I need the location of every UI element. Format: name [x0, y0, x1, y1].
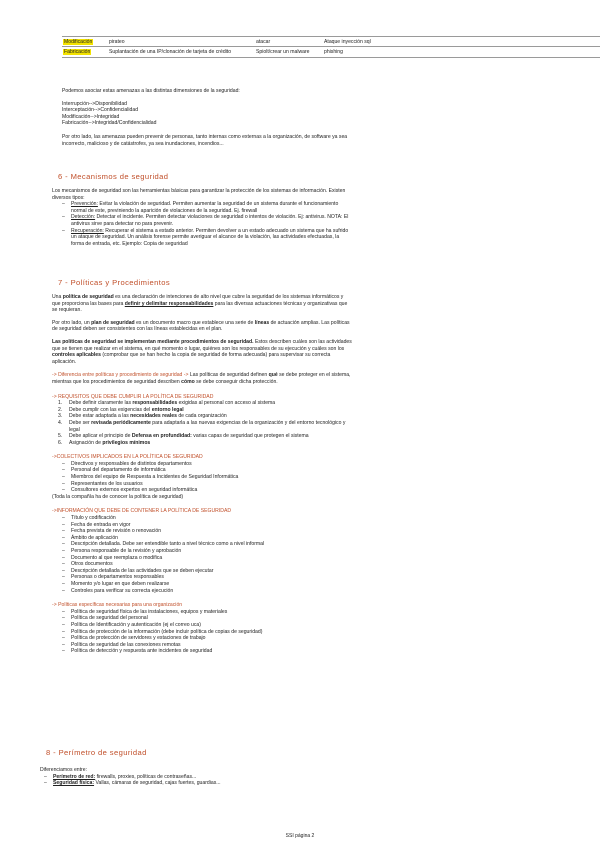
perimeter-list [40, 774, 340, 787]
policy-definition: Una política de seguridad es una declaración de intenciones de alto nivel que cubre la seguridad de los sistemas informáticos y que proporciona las bases para definir y delimitar responsabilidades para las diversas actuaciones técnicas y organizativas que se requieran. [52, 294, 348, 314]
collectives-list [52, 461, 352, 494]
table-cell: phishing [323, 47, 600, 57]
section-7-body [52, 294, 352, 655]
requirements-list [52, 400, 352, 446]
page-footer: SSI página 2 [285, 833, 315, 839]
section-6-body [52, 188, 352, 247]
plan-definition: Por otro lado, un plan de seguridad es un documento macro que establece una serie de líneas de actuación amplias. Las políticas de seguridad deben ser consistentes con las líneas establecidas en el plan. [52, 319, 350, 333]
information-heading: ->INFORMACIÓN QUE DEBE DE CONTENER LA POLÍTICA DE SEGURIDAD [52, 508, 232, 515]
intro-section [62, 88, 362, 147]
list-item: – Política de protección de servidores y estaciones de trabajo [58, 635, 352, 642]
list-item: – Política de Identificación y autenticación (ej el correo uca) [58, 622, 352, 629]
list-item: – Prevención: Evitar la violación de seguridad. Permiten aumentar la seguridad de un sistema durante el funcionamiento normal de este, previniendo la aparición de violaciones de la seguridad. Ej. firewall [58, 201, 352, 214]
collectives-heading: ->COLECTIVOS IMPLICADOS EN LA POLÍTICA DE SEGURIDAD [52, 454, 203, 461]
list-item: – Fecha de entrada en vigor [58, 522, 352, 529]
information-list [52, 515, 352, 594]
list-item: – Título y codificación [58, 515, 352, 522]
list-item: – Ámbito de aplicación [58, 535, 352, 542]
list-item: 1. Debe definir claramente las responsabilidades exigidas al personal con acceso al sistema [58, 400, 276, 407]
list-item: – Política de protección de la información (debe incluir política de copias de seguridad) [58, 629, 352, 636]
list-item: – Seguridad física: Vallas, cámaras de seguridad, cajas fuertes, guardias... [40, 780, 340, 787]
section-6-heading: 6 - Mecanismos de seguridad [58, 172, 169, 181]
dimension-mapping [62, 101, 362, 127]
list-item: – Detección: Detectar el incidente. Permiten detectar violaciones de seguridad o intentos de violación. Ej: antivirus. NOTA: El antivirus sirve para detectar no para prevenir. [58, 214, 352, 227]
list-item: – Personal del departamento de informática [58, 467, 352, 474]
table-cell: Ataque inyección sql [323, 37, 600, 47]
list-item: 2. Debe cumplir con las exigencias del entorno legal [58, 406, 184, 413]
list-item: 4. Debe ser revisada periódicamente para adaptarla a las nuevas exigencias de la organización y del entorno tecnológico y legal [58, 419, 346, 433]
list-item: – Controles para verificar su correcta ejecución [58, 588, 352, 595]
list-item: – Descripción detallada. Debe ser entendible tanto a nivel técnico como a nivel informal [58, 541, 352, 548]
list-item: – Recuperación: Recuperar el sistema a estado anterior. Permiten devolver a un estado adecuado un sistema que ha sufrido un ataque de seguridad. Un análisis forense permite averiguar el alcance de la violación, las actividades efectuadas, la forma de entrada, etc. Ejemplo: Copia de seguridad [58, 228, 352, 248]
list-item: – Persona responsable de la revisión y aprobación [58, 548, 352, 555]
difference-paragraph: -> Diferencia entre políticas y procedimiento de seguridad -> Las políticas de seguridad definen qué se debe proteger en el sistema, mientras que los procedimientos de seguridad describen cómo se debe conseguir dicha protección. [52, 372, 351, 385]
table-row [62, 47, 600, 57]
highlighted-cell: Fabricación [64, 48, 91, 55]
table-cell: pirateo [108, 37, 255, 47]
table-cell: Spiolt/crear un malware [255, 47, 323, 57]
list-item: – Política de seguridad de las conexiones remotas [58, 642, 352, 649]
section-6-intro: Los mecanismos de seguridad son las herramientas básicas para garantizar la protección de los sistemas de información. Existen diversos tipos: [52, 188, 346, 201]
table-cell: atacar [255, 37, 323, 47]
section-8-heading: 8 - Perímetro de seguridad [46, 748, 147, 757]
section-8-body [40, 767, 340, 787]
threats-table [62, 36, 600, 58]
list-item: – Otros documentos [58, 561, 352, 568]
table-row [62, 37, 600, 47]
specific-policies-heading: -> Políticas específicas necesarias para una organización [52, 602, 183, 609]
list-item: – Política de detección y respuesta ante incidentes de seguridad [58, 648, 352, 655]
mechanism-list [52, 201, 352, 247]
list-item: – Miembros del equipo de Respuesta a Incidentes de Seguridad Informática [58, 474, 352, 481]
list-item: – Fecha prevista de revisión o renovación [58, 528, 352, 535]
list-item: – Política de seguridad física de las instalaciones, equipos y materiales [58, 609, 352, 616]
intro-paragraph: Por otro lado, las amenazas pueden prevenir de personas, tanto internas como externas a la organización, de software ya sea incorrecto, malicioso y de catástrofes, ya sea inundaciones, incendios... [62, 133, 348, 147]
mapping-line: Interrupción-->Disponibilidad [62, 100, 127, 107]
section-7-heading: 7 - Políticas y Procedimientos [58, 278, 171, 287]
collectives-note: (Toda la compañía ha de conocer la política de seguridad) [52, 493, 184, 500]
list-item: – Descripción detallada de las actividades que se deben ejecutar [58, 568, 352, 575]
list-item: – Personas o departamentos responsables [58, 574, 352, 581]
intro-line: Podemos asociar estas amenazas a las distintas dimensiones de la seguridad: [62, 88, 240, 94]
table-cell: Suplantación de una IP/clonación de tarjeta de crédito [108, 47, 255, 57]
requirements-heading: -> REQUISITOS QUE DEBE CUMPLIR LA POLÍTICA DE SEGURIDAD [52, 393, 214, 400]
list-item: – Directivos y responsables de distintos departamentos [58, 461, 352, 468]
highlighted-cell: Modificación [64, 38, 93, 45]
list-item: 5. Debe aplicar el principio de Defensa en profundidad: varias capas de seguridad que protegen el sistema [58, 433, 309, 440]
list-item: – Consultores externos expertos en seguridad informática [58, 487, 352, 494]
mapping-line: Fabricación-->Integridad/Confidencialidad [62, 120, 157, 127]
list-item: – Política de seguridad del personal [58, 615, 352, 622]
list-item: 6. Asignación de privilegios mínimos [58, 439, 151, 446]
list-item: 3. Debe estar adaptada a las necesidades reales de cada organización [58, 413, 227, 420]
mapping-line: Modificación-->Integridad [62, 113, 120, 120]
list-item: – Perímetro de red: firewalls, proxies, políticas de contraseñas... [40, 774, 340, 781]
list-item: – Representantes de los usuarios [58, 481, 352, 488]
procedures-paragraph: Las políticas de seguridad se implementan mediante procedimientos de seguridad. Estos describen cuáles son las actividades que se tienen que realizar en el sistema, en qué momento o lugar, quiénes son los responsables de su ejecución y cuáles son los controles aplicables (comprobar que se han hecho la copia de seguridad de forma adecuada) para supervisar su correcta aplicación. [52, 338, 352, 365]
list-item: – Momento y/o lugar en que deben realizarse [58, 581, 352, 588]
specific-policies-list [52, 609, 352, 655]
list-item: – Documento al que reemplaza o modifica [58, 555, 352, 562]
section-8-intro: Diferenciamos entre: [40, 767, 87, 773]
mapping-line: Interceptación-->Confidencialidad [62, 107, 139, 114]
